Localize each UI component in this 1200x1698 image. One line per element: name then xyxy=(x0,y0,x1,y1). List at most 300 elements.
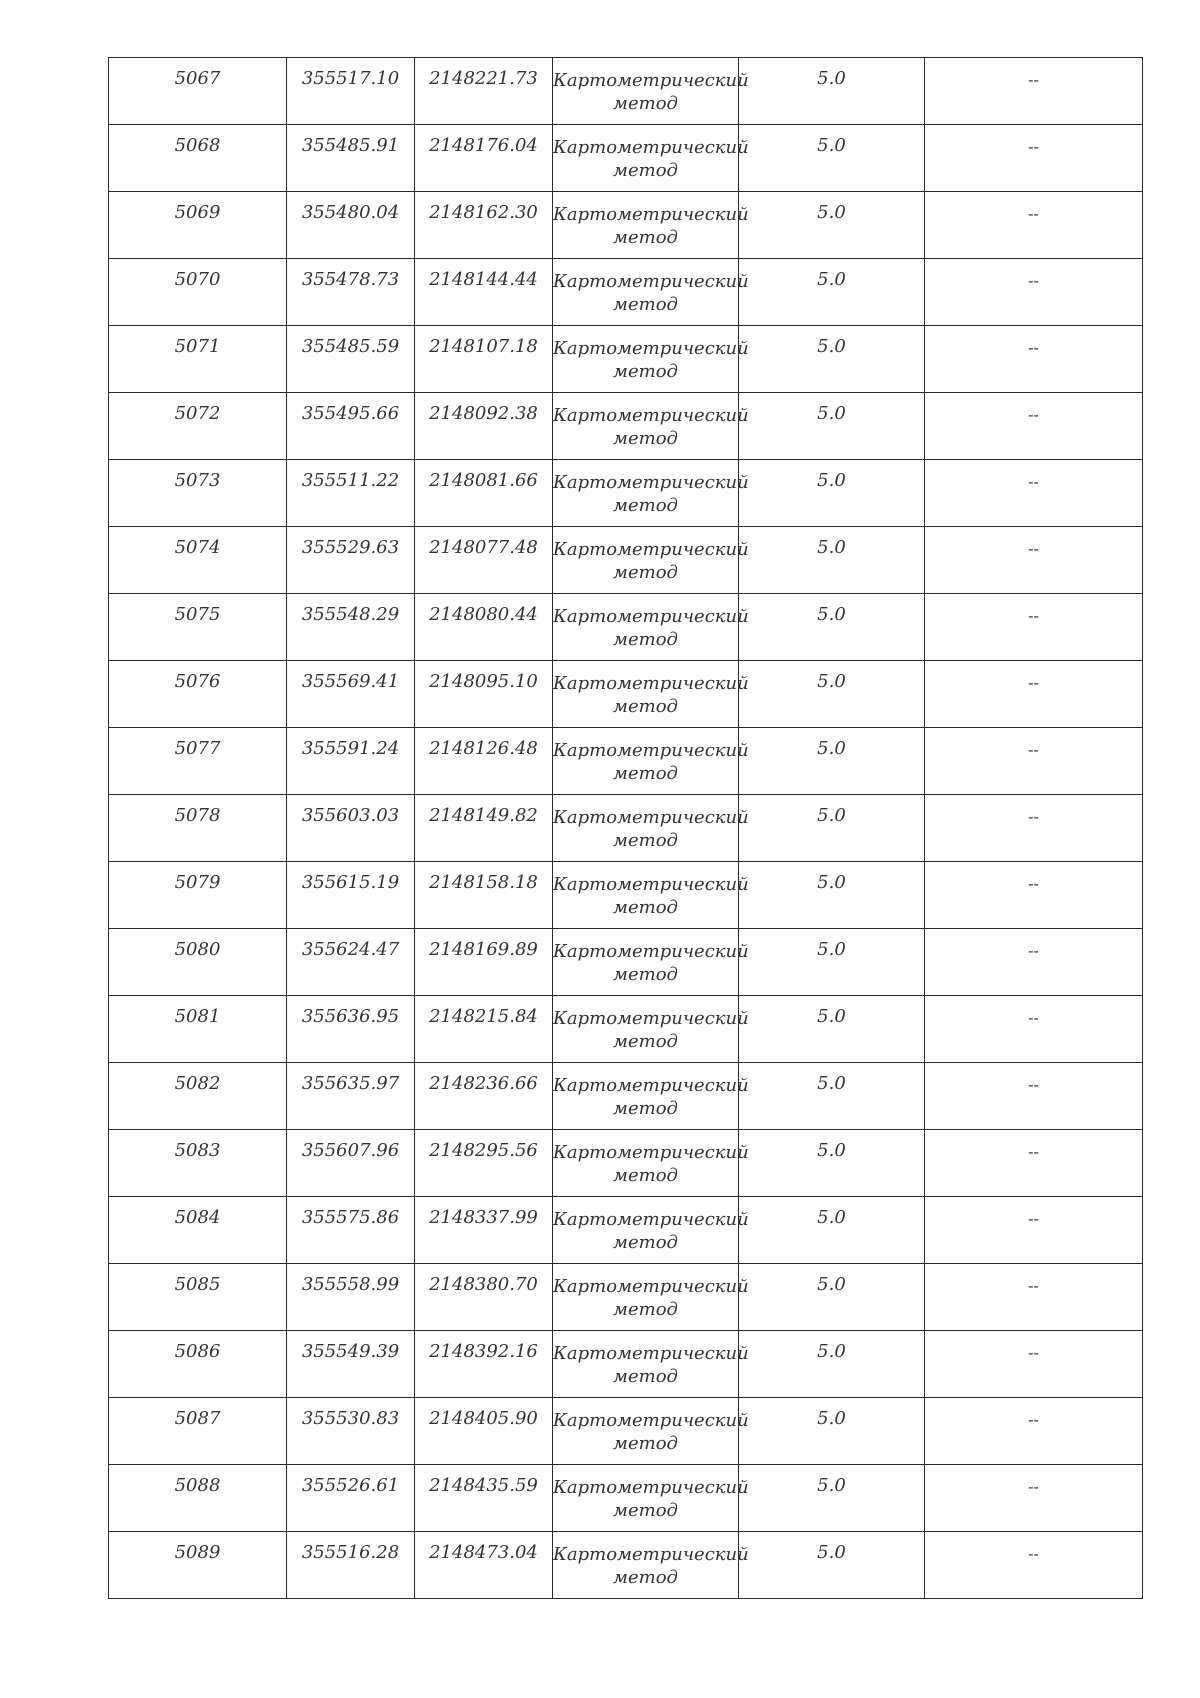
accuracy-cell xyxy=(739,1465,925,1532)
accuracy-cell xyxy=(739,1331,925,1398)
method-line-2: метод xyxy=(613,1433,678,1454)
note-cell xyxy=(925,862,1143,929)
coordinate-y-cell-text: 2148215.84 xyxy=(429,1006,538,1027)
coordinate-y-cell xyxy=(415,1130,553,1197)
accuracy-cell xyxy=(739,862,925,929)
point-number-cell-text: 5088 xyxy=(174,1475,221,1496)
accuracy-cell xyxy=(739,996,925,1063)
coordinate-y-cell xyxy=(415,58,553,125)
coordinate-x-cell xyxy=(287,929,415,996)
point-number-cell-text: 5072 xyxy=(174,403,221,424)
method-cell xyxy=(553,259,749,326)
table-row xyxy=(109,929,1143,996)
method-line-2: метод xyxy=(613,1232,678,1253)
table-row xyxy=(109,1532,1143,1599)
coordinate-x-cell-text: 355529.63 xyxy=(301,537,400,558)
accuracy-cell-text: 5.0 xyxy=(817,1341,846,1362)
coordinate-y-cell xyxy=(415,1197,553,1264)
accuracy-cell-text: 5.0 xyxy=(817,1073,846,1094)
note-cell-text: -- xyxy=(1028,1544,1039,1563)
method-cell xyxy=(553,1331,749,1398)
table-row xyxy=(109,58,1143,125)
point-number-cell-text: 5079 xyxy=(174,872,221,893)
point-number-cell-text: 5075 xyxy=(174,604,221,625)
point-number-cell-text: 5081 xyxy=(174,1006,221,1027)
table-row xyxy=(109,192,1143,259)
coordinate-y-cell-text: 2148473.04 xyxy=(429,1542,538,1563)
accuracy-cell-text: 5.0 xyxy=(817,939,846,960)
method-line-2: метод xyxy=(613,495,678,516)
accuracy-cell-text: 5.0 xyxy=(817,1140,846,1161)
note-cell-text: -- xyxy=(1028,1477,1039,1496)
point-number-cell-text: 5082 xyxy=(174,1073,221,1094)
method-text xyxy=(553,1063,749,1120)
method-line-1: Картометрический xyxy=(553,137,749,158)
coordinate-x-cell xyxy=(287,393,415,460)
method-cell xyxy=(553,1063,749,1130)
accuracy-cell-text: 5.0 xyxy=(817,738,846,759)
coordinate-x-cell xyxy=(287,460,415,527)
note-cell xyxy=(925,996,1143,1063)
coordinate-y-cell xyxy=(415,1063,553,1130)
method-text xyxy=(553,58,749,115)
method-cell xyxy=(553,1465,749,1532)
method-line-2: метод xyxy=(613,763,678,784)
method-line-1: Картометрический xyxy=(553,1142,749,1163)
method-line-1: Картометрический xyxy=(553,1544,749,1565)
table-row xyxy=(109,1264,1143,1331)
point-number-cell xyxy=(109,594,287,661)
accuracy-cell xyxy=(739,326,925,393)
note-cell-text: -- xyxy=(1028,740,1039,759)
note-cell-text: -- xyxy=(1028,1410,1039,1429)
coordinate-x-cell-text: 355569.41 xyxy=(301,671,400,692)
point-number-cell xyxy=(109,192,287,259)
method-text xyxy=(553,1197,749,1254)
coordinate-x-cell xyxy=(287,259,415,326)
accuracy-cell-text: 5.0 xyxy=(817,135,846,156)
accuracy-cell xyxy=(739,1063,925,1130)
point-number-cell xyxy=(109,1063,287,1130)
note-cell xyxy=(925,1063,1143,1130)
accuracy-cell xyxy=(739,1264,925,1331)
method-line-2: метод xyxy=(613,227,678,248)
method-line-2: метод xyxy=(613,1366,678,1387)
coordinates-table xyxy=(108,57,1143,1599)
table-row xyxy=(109,1398,1143,1465)
coordinate-y-cell-text: 2148380.70 xyxy=(429,1274,538,1295)
method-text xyxy=(553,1264,749,1321)
accuracy-cell-text: 5.0 xyxy=(817,403,846,424)
coordinate-y-cell xyxy=(415,1398,553,1465)
note-cell-text: -- xyxy=(1028,137,1039,156)
coordinate-y-cell xyxy=(415,929,553,996)
point-number-cell-text: 5067 xyxy=(174,68,221,89)
accuracy-cell xyxy=(739,1532,925,1599)
coordinate-x-cell-text: 355530.83 xyxy=(301,1408,400,1429)
accuracy-cell-text: 5.0 xyxy=(817,68,846,89)
method-line-2: метод xyxy=(613,696,678,717)
method-text xyxy=(553,192,749,249)
method-cell xyxy=(553,1197,749,1264)
method-cell xyxy=(553,1264,749,1331)
coordinate-y-cell xyxy=(415,1532,553,1599)
method-cell xyxy=(553,192,749,259)
note-cell xyxy=(925,1398,1143,1465)
point-number-cell-text: 5070 xyxy=(174,269,221,290)
accuracy-cell-text: 5.0 xyxy=(817,1274,846,1295)
method-cell xyxy=(553,1398,749,1465)
note-cell-text: -- xyxy=(1028,1343,1039,1362)
point-number-cell xyxy=(109,1197,287,1264)
coordinate-y-cell xyxy=(415,125,553,192)
method-cell xyxy=(553,125,749,192)
method-text xyxy=(553,1130,749,1187)
method-line-1: Картометрический xyxy=(553,338,749,359)
coordinate-y-cell-text: 2148149.82 xyxy=(429,805,538,826)
point-number-cell xyxy=(109,1532,287,1599)
note-cell-text: -- xyxy=(1028,1008,1039,1027)
point-number-cell xyxy=(109,1465,287,1532)
method-line-2: метод xyxy=(613,897,678,918)
method-line-1: Картометрический xyxy=(553,1410,749,1431)
method-cell xyxy=(553,996,749,1063)
accuracy-cell-text: 5.0 xyxy=(817,269,846,290)
point-number-cell-text: 5089 xyxy=(174,1542,221,1563)
note-cell xyxy=(925,929,1143,996)
method-text xyxy=(553,527,749,584)
coordinate-y-cell xyxy=(415,661,553,728)
coordinate-x-cell xyxy=(287,1465,415,1532)
coordinate-y-cell-text: 2148221.73 xyxy=(429,68,538,89)
accuracy-cell-text: 5.0 xyxy=(817,604,846,625)
table-row xyxy=(109,393,1143,460)
point-number-cell xyxy=(109,259,287,326)
point-number-cell-text: 5068 xyxy=(174,135,221,156)
method-text xyxy=(553,661,749,718)
method-line-1: Картометрический xyxy=(553,807,749,828)
coordinate-y-cell xyxy=(415,996,553,1063)
note-cell-text: -- xyxy=(1028,941,1039,960)
method-line-2: метод xyxy=(613,1567,678,1588)
table-row xyxy=(109,1063,1143,1130)
method-line-1: Картометрический xyxy=(553,539,749,560)
coordinate-x-cell-text: 355603.03 xyxy=(301,805,400,826)
coordinate-x-cell-text: 355558.99 xyxy=(301,1274,400,1295)
coordinate-y-cell-text: 2148095.10 xyxy=(429,671,538,692)
table-row xyxy=(109,460,1143,527)
method-line-2: метод xyxy=(613,1031,678,1052)
table-row xyxy=(109,862,1143,929)
accuracy-cell-text: 5.0 xyxy=(817,537,846,558)
accuracy-cell xyxy=(739,661,925,728)
method-line-2: метод xyxy=(613,562,678,583)
accuracy-cell-text: 5.0 xyxy=(817,1006,846,1027)
coordinate-x-cell-text: 355575.86 xyxy=(301,1207,400,1228)
coordinate-x-cell xyxy=(287,326,415,393)
coordinate-x-cell-text: 355636.95 xyxy=(301,1006,400,1027)
point-number-cell xyxy=(109,862,287,929)
note-cell xyxy=(925,125,1143,192)
accuracy-cell-text: 5.0 xyxy=(817,202,846,223)
coordinate-x-cell xyxy=(287,862,415,929)
coordinate-y-cell xyxy=(415,192,553,259)
point-number-cell xyxy=(109,125,287,192)
coordinate-x-cell-text: 355485.59 xyxy=(301,336,400,357)
note-cell xyxy=(925,259,1143,326)
accuracy-cell-text: 5.0 xyxy=(817,470,846,491)
method-line-1: Картометрический xyxy=(553,673,749,694)
coordinate-x-cell-text: 355511.22 xyxy=(301,470,400,491)
table-row xyxy=(109,1130,1143,1197)
coordinate-x-cell xyxy=(287,661,415,728)
method-cell xyxy=(553,795,749,862)
point-number-cell xyxy=(109,929,287,996)
table-row xyxy=(109,1465,1143,1532)
point-number-cell-text: 5083 xyxy=(174,1140,221,1161)
method-text xyxy=(553,1331,749,1388)
note-cell-text: -- xyxy=(1028,539,1039,558)
coordinate-x-cell-text: 355480.04 xyxy=(301,202,400,223)
coordinate-y-cell-text: 2148405.90 xyxy=(429,1408,538,1429)
method-cell xyxy=(553,393,749,460)
table-row xyxy=(109,326,1143,393)
coordinate-x-cell xyxy=(287,795,415,862)
method-line-2: метод xyxy=(613,830,678,851)
coordinate-y-cell xyxy=(415,393,553,460)
note-cell xyxy=(925,795,1143,862)
coordinate-y-cell xyxy=(415,728,553,795)
method-line-2: метод xyxy=(613,629,678,650)
coordinate-x-cell xyxy=(287,1063,415,1130)
accuracy-cell xyxy=(739,594,925,661)
coordinate-y-cell-text: 2148337.99 xyxy=(429,1207,538,1228)
point-number-cell xyxy=(109,1264,287,1331)
accuracy-cell-text: 5.0 xyxy=(817,1207,846,1228)
method-line-1: Картометрический xyxy=(553,1008,749,1029)
point-number-cell-text: 5074 xyxy=(174,537,221,558)
accuracy-cell xyxy=(739,58,925,125)
method-text xyxy=(553,996,749,1053)
method-line-2: метод xyxy=(613,160,678,181)
table-body xyxy=(109,58,1143,1599)
coordinate-y-cell xyxy=(415,862,553,929)
method-text xyxy=(553,929,749,986)
coordinate-y-cell xyxy=(415,1331,553,1398)
method-text xyxy=(553,393,749,450)
accuracy-cell-text: 5.0 xyxy=(817,336,846,357)
method-cell xyxy=(553,1532,749,1599)
coordinate-y-cell xyxy=(415,460,553,527)
coordinate-y-cell-text: 2148169.89 xyxy=(429,939,538,960)
method-text xyxy=(553,259,749,316)
table-row xyxy=(109,259,1143,326)
coordinate-y-cell xyxy=(415,795,553,862)
method-text xyxy=(553,594,749,651)
method-line-1: Картометрический xyxy=(553,405,749,426)
coordinate-x-cell xyxy=(287,594,415,661)
method-cell xyxy=(553,1130,749,1197)
note-cell-text: -- xyxy=(1028,1075,1039,1094)
coordinate-x-cell-text: 355478.73 xyxy=(301,269,400,290)
note-cell-text: -- xyxy=(1028,807,1039,826)
coordinate-x-cell-text: 355485.91 xyxy=(301,135,400,156)
coordinate-x-cell xyxy=(287,1130,415,1197)
coordinate-y-cell-text: 2148081.66 xyxy=(429,470,538,491)
method-line-2: метод xyxy=(613,964,678,985)
coordinate-y-cell-text: 2148080.44 xyxy=(429,604,538,625)
note-cell-text: -- xyxy=(1028,874,1039,893)
method-cell xyxy=(553,460,749,527)
table-row xyxy=(109,728,1143,795)
method-line-2: метод xyxy=(613,1098,678,1119)
coordinate-x-cell xyxy=(287,1264,415,1331)
coordinate-x-cell xyxy=(287,527,415,594)
coordinate-x-cell-text: 355526.61 xyxy=(301,1475,400,1496)
note-cell-text: -- xyxy=(1028,405,1039,424)
table-row xyxy=(109,661,1143,728)
note-cell xyxy=(925,728,1143,795)
note-cell-text: -- xyxy=(1028,1209,1039,1228)
method-text xyxy=(553,1532,749,1589)
note-cell xyxy=(925,1532,1143,1599)
point-number-cell-text: 5069 xyxy=(174,202,221,223)
coordinate-y-cell xyxy=(415,1465,553,1532)
coordinate-x-cell xyxy=(287,58,415,125)
accuracy-cell xyxy=(739,460,925,527)
coordinate-y-cell-text: 2148295.56 xyxy=(429,1140,538,1161)
method-line-1: Картометрический xyxy=(553,271,749,292)
note-cell xyxy=(925,393,1143,460)
point-number-cell xyxy=(109,996,287,1063)
method-line-1: Картометрический xyxy=(553,1276,749,1297)
method-line-1: Картометрический xyxy=(553,740,749,761)
method-line-2: метод xyxy=(613,428,678,449)
accuracy-cell xyxy=(739,795,925,862)
point-number-cell xyxy=(109,728,287,795)
coordinate-x-cell xyxy=(287,1398,415,1465)
note-cell xyxy=(925,1465,1143,1532)
note-cell-text: -- xyxy=(1028,271,1039,290)
coordinate-x-cell xyxy=(287,125,415,192)
accuracy-cell xyxy=(739,393,925,460)
note-cell xyxy=(925,661,1143,728)
method-cell xyxy=(553,862,749,929)
note-cell xyxy=(925,460,1143,527)
method-line-1: Картометрический xyxy=(553,1209,749,1230)
point-number-cell xyxy=(109,1398,287,1465)
method-line-2: метод xyxy=(613,93,678,114)
method-cell xyxy=(553,527,749,594)
note-cell-text: -- xyxy=(1028,472,1039,491)
coordinate-x-cell xyxy=(287,1532,415,1599)
method-text xyxy=(553,728,749,785)
point-number-cell xyxy=(109,661,287,728)
method-line-1: Картометрический xyxy=(553,204,749,225)
method-line-2: метод xyxy=(613,361,678,382)
coordinate-y-cell xyxy=(415,326,553,393)
method-line-1: Картометрический xyxy=(553,1075,749,1096)
accuracy-cell-text: 5.0 xyxy=(817,671,846,692)
accuracy-cell xyxy=(739,929,925,996)
coordinate-x-cell-text: 355591.24 xyxy=(301,738,400,759)
note-cell-text: -- xyxy=(1028,606,1039,625)
coordinate-x-cell-text: 355615.19 xyxy=(301,872,400,893)
method-line-2: метод xyxy=(613,1299,678,1320)
coordinate-y-cell xyxy=(415,259,553,326)
coordinate-y-cell xyxy=(415,527,553,594)
coordinate-y-cell-text: 2148176.04 xyxy=(429,135,538,156)
note-cell xyxy=(925,594,1143,661)
accuracy-cell-text: 5.0 xyxy=(817,1475,846,1496)
method-text xyxy=(553,125,749,182)
method-line-1: Картометрический xyxy=(553,874,749,895)
point-number-cell xyxy=(109,326,287,393)
accuracy-cell-text: 5.0 xyxy=(817,1408,846,1429)
accuracy-cell xyxy=(739,527,925,594)
point-number-cell-text: 5073 xyxy=(174,470,221,491)
coordinate-y-cell-text: 2148435.59 xyxy=(429,1475,538,1496)
note-cell-text: -- xyxy=(1028,1142,1039,1161)
point-number-cell xyxy=(109,460,287,527)
coordinate-x-cell-text: 355495.66 xyxy=(301,403,400,424)
method-text xyxy=(553,1398,749,1455)
method-line-2: метод xyxy=(613,1500,678,1521)
point-number-cell xyxy=(109,393,287,460)
coordinate-y-cell-text: 2148092.38 xyxy=(429,403,538,424)
point-number-cell-text: 5087 xyxy=(174,1408,221,1429)
accuracy-cell xyxy=(739,1130,925,1197)
note-cell xyxy=(925,1197,1143,1264)
coordinate-x-cell-text: 355516.28 xyxy=(301,1542,400,1563)
coordinate-x-cell-text: 355549.39 xyxy=(301,1341,400,1362)
note-cell-text: -- xyxy=(1028,204,1039,223)
table-row xyxy=(109,1197,1143,1264)
point-number-cell xyxy=(109,1130,287,1197)
method-cell xyxy=(553,594,749,661)
coordinate-y-cell-text: 2148077.48 xyxy=(429,537,538,558)
note-cell xyxy=(925,192,1143,259)
method-line-2: метод xyxy=(613,294,678,315)
coordinate-x-cell-text: 355624.47 xyxy=(301,939,400,960)
coordinate-y-cell-text: 2148144.44 xyxy=(429,269,538,290)
accuracy-cell xyxy=(739,728,925,795)
method-line-1: Картометрический xyxy=(553,472,749,493)
method-text xyxy=(553,460,749,517)
coordinate-x-cell xyxy=(287,192,415,259)
point-number-cell-text: 5076 xyxy=(174,671,221,692)
coordinate-y-cell xyxy=(415,1264,553,1331)
note-cell xyxy=(925,58,1143,125)
coordinate-x-cell xyxy=(287,1197,415,1264)
point-number-cell xyxy=(109,795,287,862)
note-cell-text: -- xyxy=(1028,338,1039,357)
table-row xyxy=(109,795,1143,862)
note-cell xyxy=(925,1130,1143,1197)
accuracy-cell xyxy=(739,1398,925,1465)
point-number-cell-text: 5080 xyxy=(174,939,221,960)
point-number-cell-text: 5071 xyxy=(174,336,221,357)
point-number-cell xyxy=(109,527,287,594)
coordinate-y-cell-text: 2148236.66 xyxy=(429,1073,538,1094)
note-cell-text: -- xyxy=(1028,70,1039,89)
coordinate-y-cell-text: 2148107.18 xyxy=(429,336,538,357)
accuracy-cell xyxy=(739,1197,925,1264)
point-number-cell-text: 5086 xyxy=(174,1341,221,1362)
method-line-1: Картометрический xyxy=(553,70,749,91)
table-row xyxy=(109,125,1143,192)
method-cell xyxy=(553,929,749,996)
